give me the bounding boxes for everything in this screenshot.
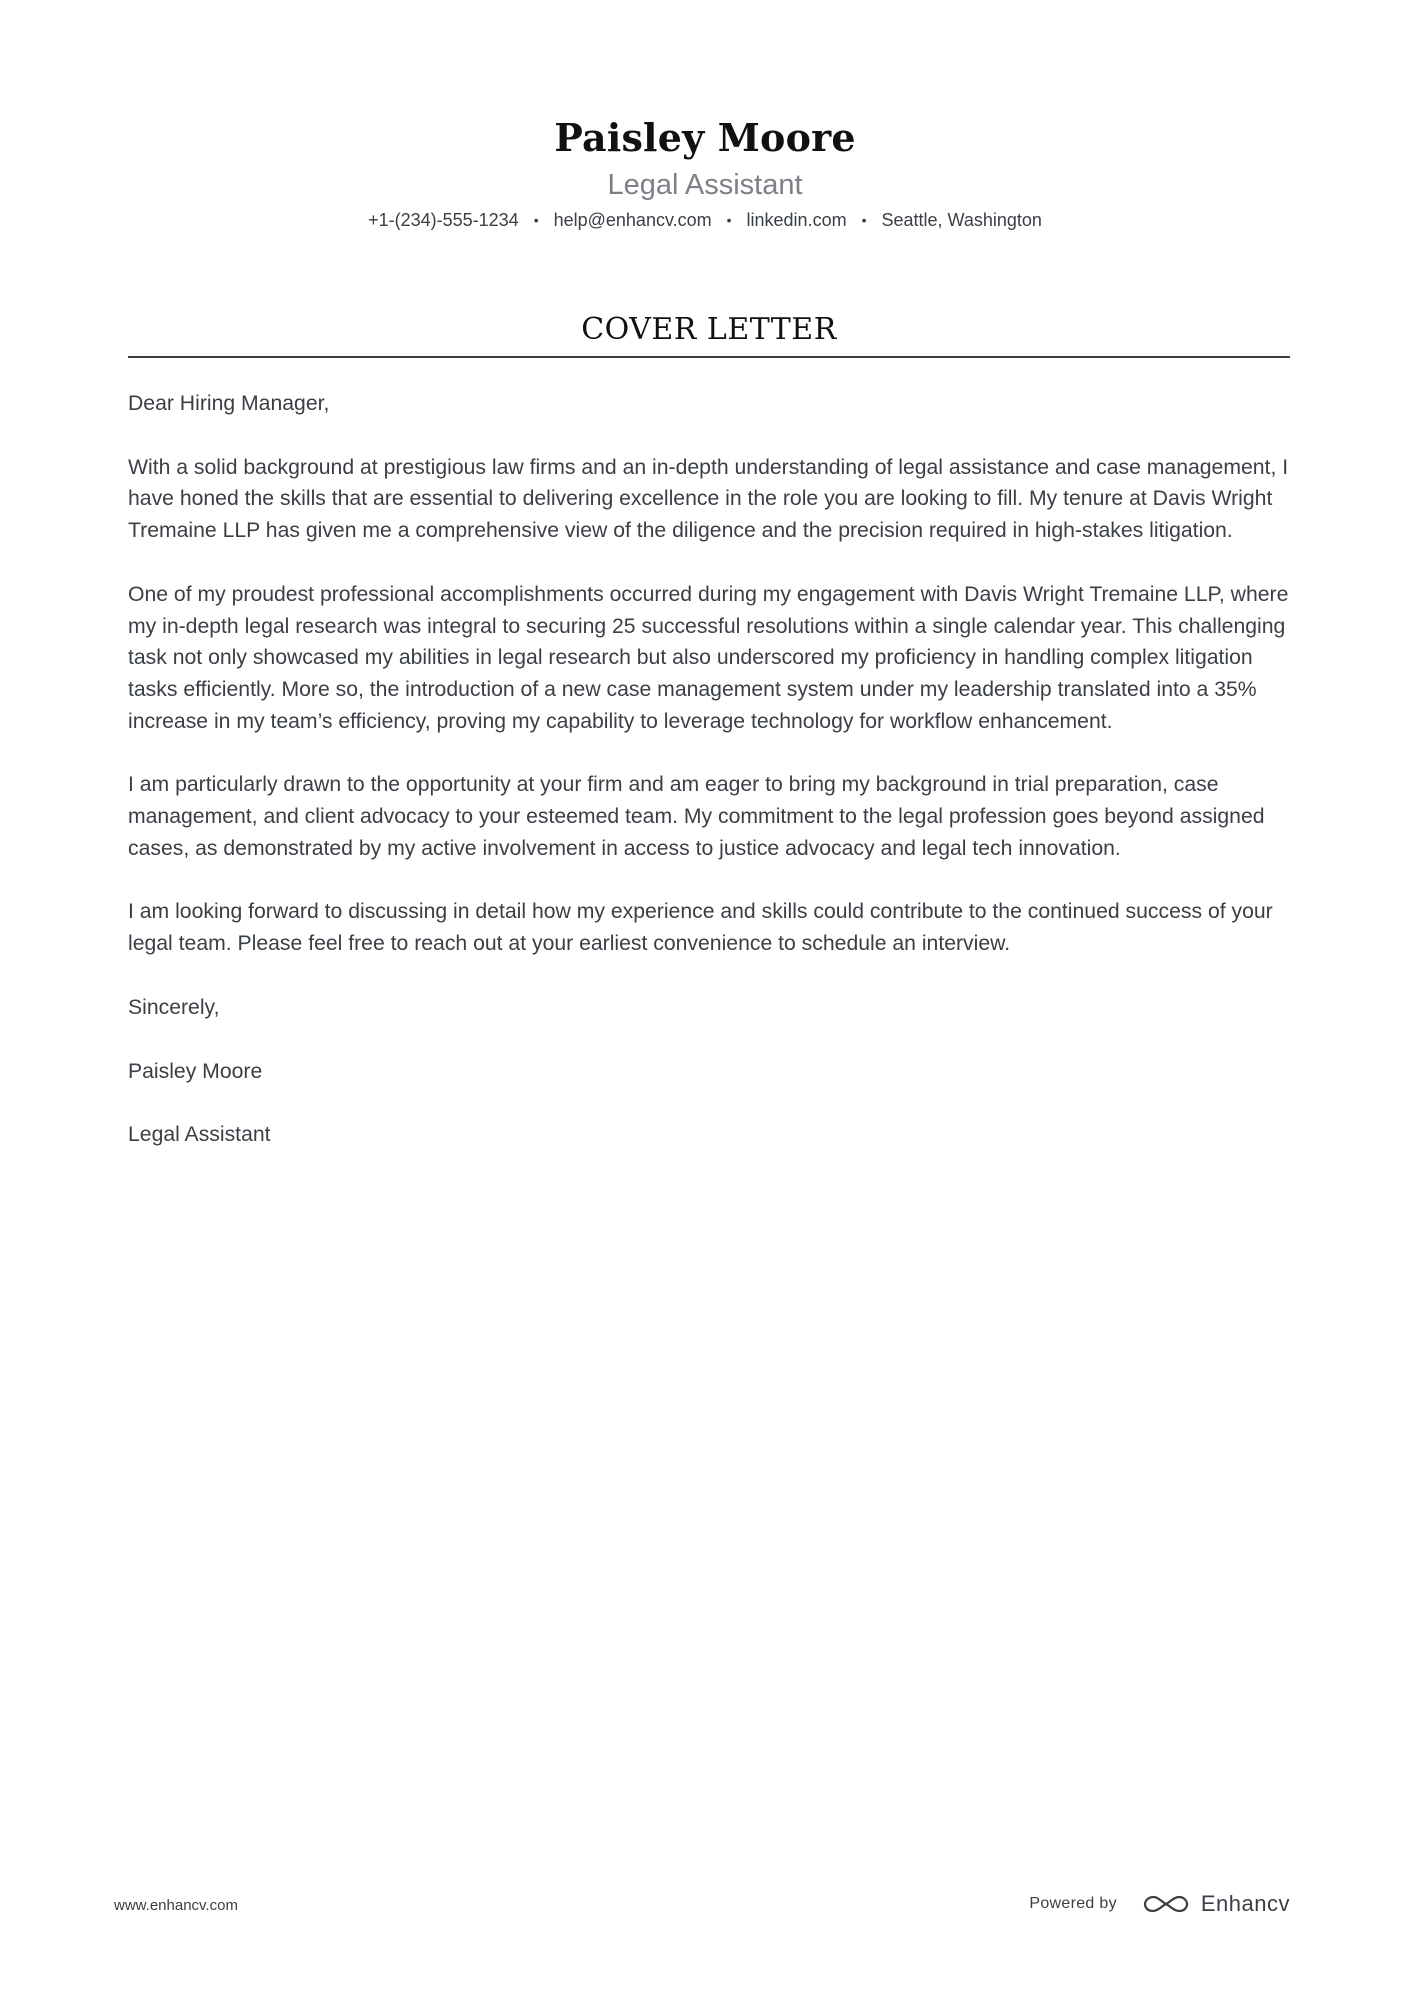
- email-link[interactable]: help@enhancv.com: [553, 210, 712, 230]
- enhancv-logo-icon: [1143, 1893, 1189, 1915]
- enhancv-logo-wordmark: Enhancv: [1200, 1891, 1290, 1916]
- letter-paragraph: With a solid background at prestigious law firms and an in-depth understanding of legal assistance and case management, I have honed the skills that are essential to delivering excellence in the role you are looking to fill. My tenure at Davis Wright Tremaine LLP has given me a comprehensive view of the diligence and the precision required in high-stakes litigation.: [128, 455, 1289, 543]
- footer-branding[interactable]: [1029, 1887, 1290, 1921]
- section-divider: [128, 356, 1290, 358]
- contact-line: [0, 208, 1410, 233]
- separator-dot: •: [726, 212, 732, 228]
- letter-body: [128, 388, 1290, 1183]
- header: [0, 112, 1410, 233]
- section-title: COVER LETTER: [581, 312, 837, 347]
- phone-number: +1-(234)-555-1234: [368, 210, 519, 230]
- separator-dot: •: [533, 212, 539, 228]
- salutation: Dear Hiring Manager,: [128, 392, 330, 415]
- location: Seattle, Washington: [881, 210, 1042, 230]
- signature-name: Paisley Moore: [128, 1059, 263, 1083]
- candidate-name: Paisley Moore: [554, 115, 856, 160]
- letter-paragraph: I am particularly drawn to the opportunity at your firm and am eager to bring my background in trial preparation, case management, and client advocacy to your esteemed team. My commitment to the legal profession goes beyond assigned cases, as demonstrated by my active involvement in access to justice advocacy and legal tech innovation.: [128, 773, 1265, 860]
- signature-title: Legal Assistant: [128, 1123, 271, 1147]
- candidate-role: Legal Assistant: [607, 169, 803, 201]
- separator-dot: •: [861, 212, 867, 228]
- letter-paragraph: One of my proudest professional accomplishments occurred during my engagement with Davis Wright Tremaine LLP, where my in-depth legal research was integral to securing 25 successful resolutions within a single calendar year. This challenging task not only showcased my abilities in legal research but also underscored my proficiency in handling complex litigation tasks efficiently. More so, the introduction of a new case management system under my leadership translated into a 35% increase in my team’s efficiency, proving my capability to leverage technology for workflow enhancement.: [128, 582, 1289, 733]
- powered-by-label: Powered by: [1029, 1895, 1117, 1912]
- closing: Sincerely,: [128, 995, 220, 1019]
- footer-website-link[interactable]: www.enhancv.com: [114, 1897, 238, 1914]
- linkedin-link[interactable]: linkedin.com: [746, 210, 847, 230]
- letter-paragraph: I am looking forward to discussing in detail how my experience and skills could contribute to the continued success of your legal team. Please feel free to reach out at your earliest convenience to schedule an interview.: [128, 900, 1273, 956]
